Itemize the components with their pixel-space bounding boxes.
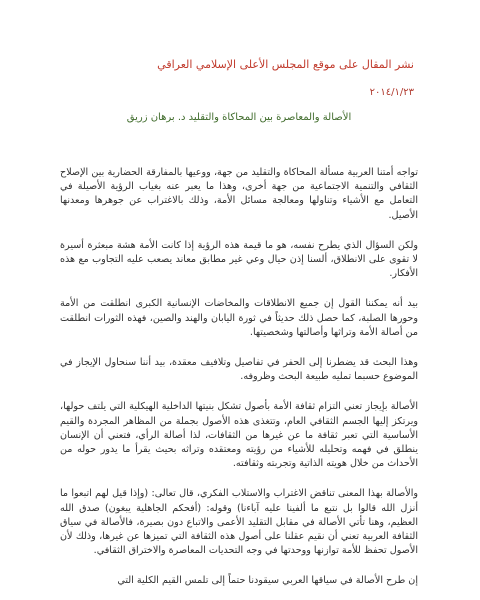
- article-subtitle: الأصالة والمعاصرة بين المحاكاة والتقليد د. برهان زريق: [126, 112, 352, 123]
- paragraph-4: وهذا البحث قد يضطرنا إلى الحفر في تفاصيل وتلافيف معقدة، بيد أننا سنحاول الإيجاز في الموضوع حسبما تمليه طبيعة البحث وظروفه.: [60, 357, 418, 383]
- paragraph-3: بيد أنه يمكننا القول إن جميع الانطلاقات والمخاضات الإنسانية الكبرى انطلقت من الأمة وحورها الصلبة، كما حصل ذلك حديثاً في ثورة اليابان والهند والصين، فهذه الثورات انطلقت من أصالة الأمة وتراثها وأصالتها وشخصيتها.: [60, 298, 418, 338]
- paragraph-1: تواجه أمتنا العربية مسألة المحاكاة والتقليد من جهة، ووعيها بالمفارقة الحضارية بين الإصلاح الثقافي والتنمية الاجتماعية من جهة أخرى، وهذا ما يعبر عنه بغياب الرؤية الأصيلة في التعامل مع الأشياء وتناولها ومعالجة مسائل الأمة، وذلك بالاغتراب عن جوهرها ومعدنها الأصيل.: [60, 167, 418, 221]
- paragraph-7: إن طرح الأصالة في سياقها العربي سيقودنا حتماً إلى تلمس القيم الكلية التي: [117, 575, 418, 587]
- paragraph-5: الأصالة بإيجاز تعني التزام ثقافة الأمة بأصول تشكل بنيتها الداخلية الهيكلية التي يلتف حولها، ويرتكز إليها الجسم الثقافي العام، وتتغذى هذه الأصول بجملة من المظاهر المجردة والقيم الأساسية التي تعبر ثقافة ما عن غيرها من الثقافات، لذا أصالة الرأي، فتعني أن الإنسان ينطلق في فهمه وتحليله للأشياء من رؤيته ومعتقده وتراثه بحيث يقرأ ما يدور حوله من الأحداث من خلال هويته الذاتية وتجربته وثقافته.: [60, 401, 418, 470]
- publish-date: ٢٠١٤/١/٢٣: [369, 87, 414, 98]
- page-title: نشر المقال على موقع المجلس الأعلى الإسلامي العراقي: [157, 58, 414, 71]
- paragraph-2: ولكن السؤال الذي يطرح نفسه، هو ما قيمة هذه الرؤية إذا كانت الأمة هشة مبعثرة أسيرة لا تقوى على الانطلاق، ألسنا إذن حيال وعي غير مطابق معاند يصعب عليه التجاوب مع هذه الأفكار.: [60, 239, 418, 280]
- paragraph-6: والأصالة بهذا المعنى تناقض الاغتراب والاستلاب الفكري، قال تعالى: (وإذا قيل لهم اتبعوا ما أنزل الله قالوا بل نتبع ما ألفينا عليه آباءنا) وقوله: (أفحكم الجاهلية يبغون) صدق الله العظيم، وهنا تأتي الأصالة في مقابل التقليد الأعمى والاتباع دون بصيرة، فالأصالة في سياق الثقافة العربية تعني أن نقيم عقلنا على أصول هذه الثقافة التي تميزها عن غيرها، وذلك لأن الأصول تحفظ للأمة توازنها ووحدتها في وجه التحديات المعاصرة والاختراق الثقافي.: [60, 488, 418, 557]
